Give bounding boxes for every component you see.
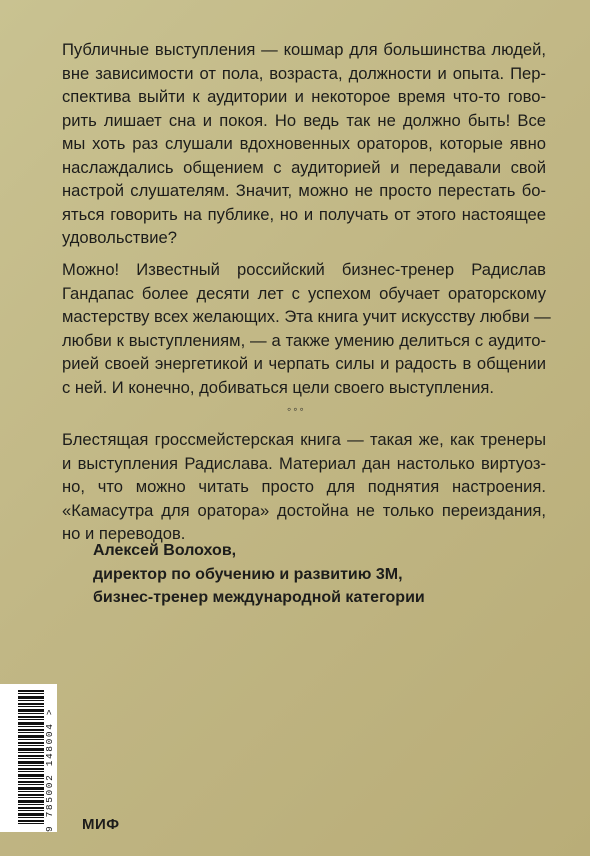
text-line: рией своей энергетикой и черпать силы и радость в общении xyxy=(62,354,546,373)
text-line: наслаждались общением с аудиторией и передавали свой xyxy=(62,157,546,177)
reviewer-title: бизнес-тренер международной категории xyxy=(93,589,425,606)
text-line: мы хоть раз слушали вдохновенных ораторов, которые явно xyxy=(62,134,546,153)
text-line: спектива выйти к аудитории и некоторое время что-то гово- xyxy=(62,87,546,106)
text-line: Можно! Известный российский бизнес-тренер Радислав xyxy=(62,260,546,279)
section-separator: ◦◦◦ xyxy=(287,402,306,416)
review-signature xyxy=(93,539,425,610)
text-line: яться говорить на публике, но и получать от этого настоящее xyxy=(62,204,546,224)
text-line: настрой слушателям. Значит, можно не просто перестать бо- xyxy=(62,181,546,200)
text-line: с ней. И конечно, добиваться цели своего выступления. xyxy=(62,377,494,397)
publisher-logo: МИФ xyxy=(82,816,120,833)
text-line: и выступления Радислава. Материал дан настолько виртуоз- xyxy=(62,453,546,473)
text-line: любви к выступлениям, — а также умению делиться с аудито- xyxy=(62,330,546,350)
text-line: удовольствие? xyxy=(62,228,177,247)
reviewer-name: Алексей Волохов, xyxy=(93,542,237,559)
barcode-digits: 9 785002 148004 > xyxy=(44,707,55,832)
text-line: мастерству всех желающих. Эта книга учит искусству любви — xyxy=(62,307,551,326)
reviewer-position: директор по обучению и развитию 3М, xyxy=(93,565,403,583)
text-line: Публичные выступления — кошмар для большинства людей, xyxy=(62,40,546,59)
text-line: Гандапас более десяти лет с успехом обучает ораторскому xyxy=(62,283,546,303)
text-line: вне зависимости от пола, возраста, должности и опыта. Пер- xyxy=(62,63,546,83)
description-paragraph-1 xyxy=(62,38,546,250)
review-quote xyxy=(62,428,546,546)
barcode-bars xyxy=(18,690,44,826)
text-line: но, что можно читать просто для поднятия настроения. xyxy=(62,477,546,496)
text-line: «Камасутра для оратора» достойна не только переиздания, xyxy=(62,500,546,520)
description-paragraph-2 xyxy=(62,258,551,399)
text-line: но и переводов. xyxy=(62,524,186,543)
text-line: Блестящая гроссмейстерская книга — такая же, как тренеры xyxy=(62,430,546,449)
text-line: рить лишает сна и покоя. Но ведь так не должно быть! Все xyxy=(62,110,546,130)
